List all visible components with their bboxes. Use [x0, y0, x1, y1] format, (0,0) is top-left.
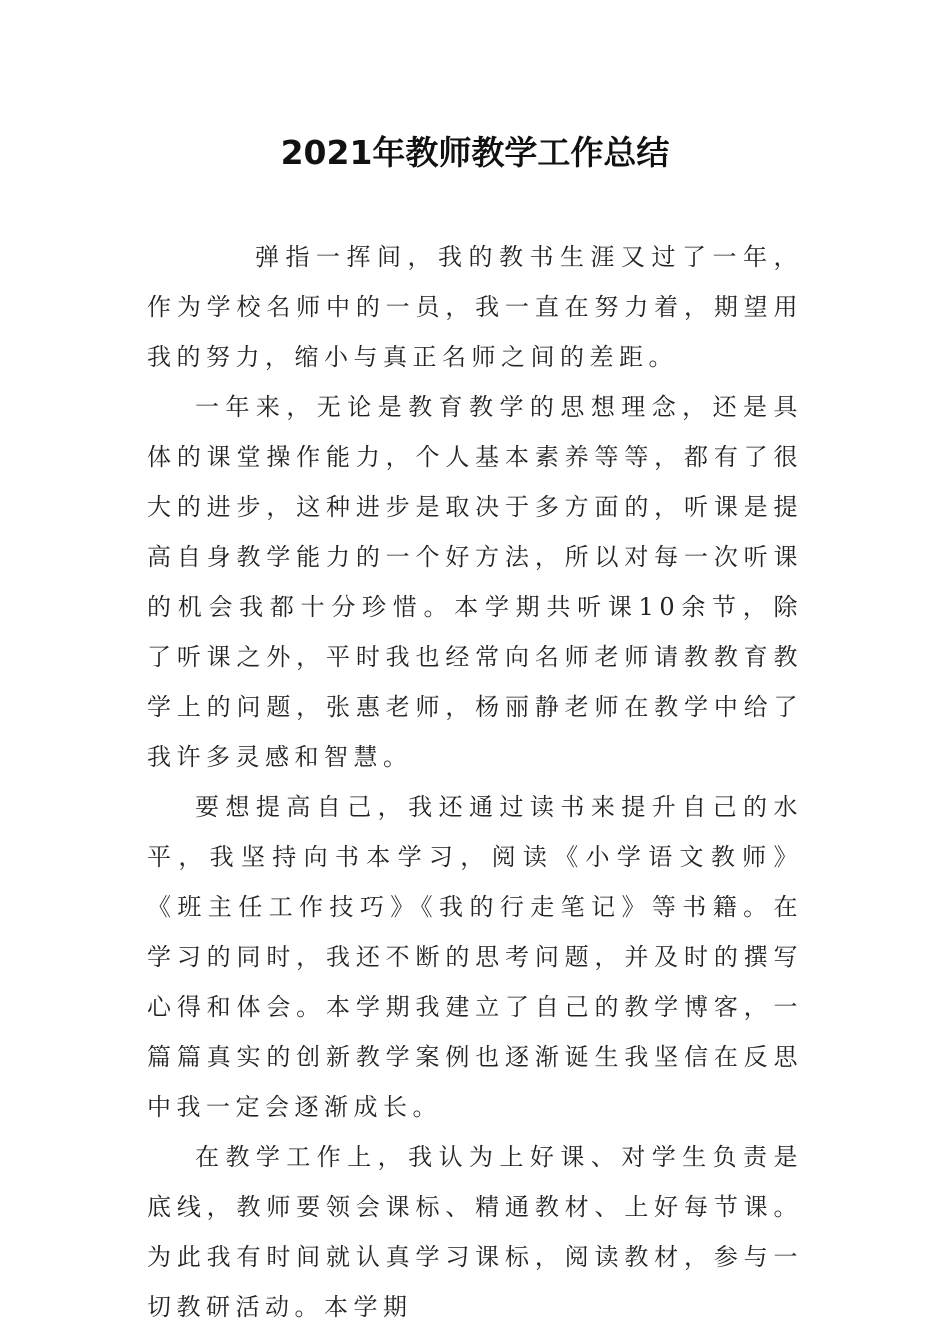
document-title: 2021年教师教学工作总结 [280, 133, 670, 172]
paragraph-3: 要想提高自己，我还通过读书来提升自己的水平，我坚持向书本学习，阅读《小学语文教师》《班主任工作技巧》《我的行走笔记》等书籍。在学习的同时，我还不断的思考问题，并及时的撰写心得和体会。本学期我建立了自己的教学博客，一篇篇真实的创新教学案例也逐渐诞生我坚信在反思中我一定会逐渐成长。 [147, 793, 803, 1121]
paragraph-1: 弹指一挥间，我的教书生涯又过了一年，作为学校名师中的一员，我一直在努力着，期望用我的努力，缩小与真正名师之间的差距。 [147, 243, 803, 371]
document-body [147, 232, 803, 1332]
paragraph-4: 在教学工作上，我认为上好课、对学生负责是底线，教师要领会课标、精通教材、上好每节课。为此我有时间就认真学习课标，阅读教材，参与一切教研活动。本学期 [147, 1143, 803, 1321]
paragraph-2: 一年来，无论是教育教学的思想理念，还是具体的课堂操作能力，个人基本素养等等，都有了很大的进步，这种进步是取决于多方面的，听课是提高自身教学能力的一个好方法，所以对每一次听课的机会我都十分珍惜。本学期共听课10余节，除了听课之外，平时我也经常向名师老师请教教育教学上的问题，张惠老师，杨丽静老师在教学中给了我许多灵感和智慧。 [147, 393, 803, 771]
